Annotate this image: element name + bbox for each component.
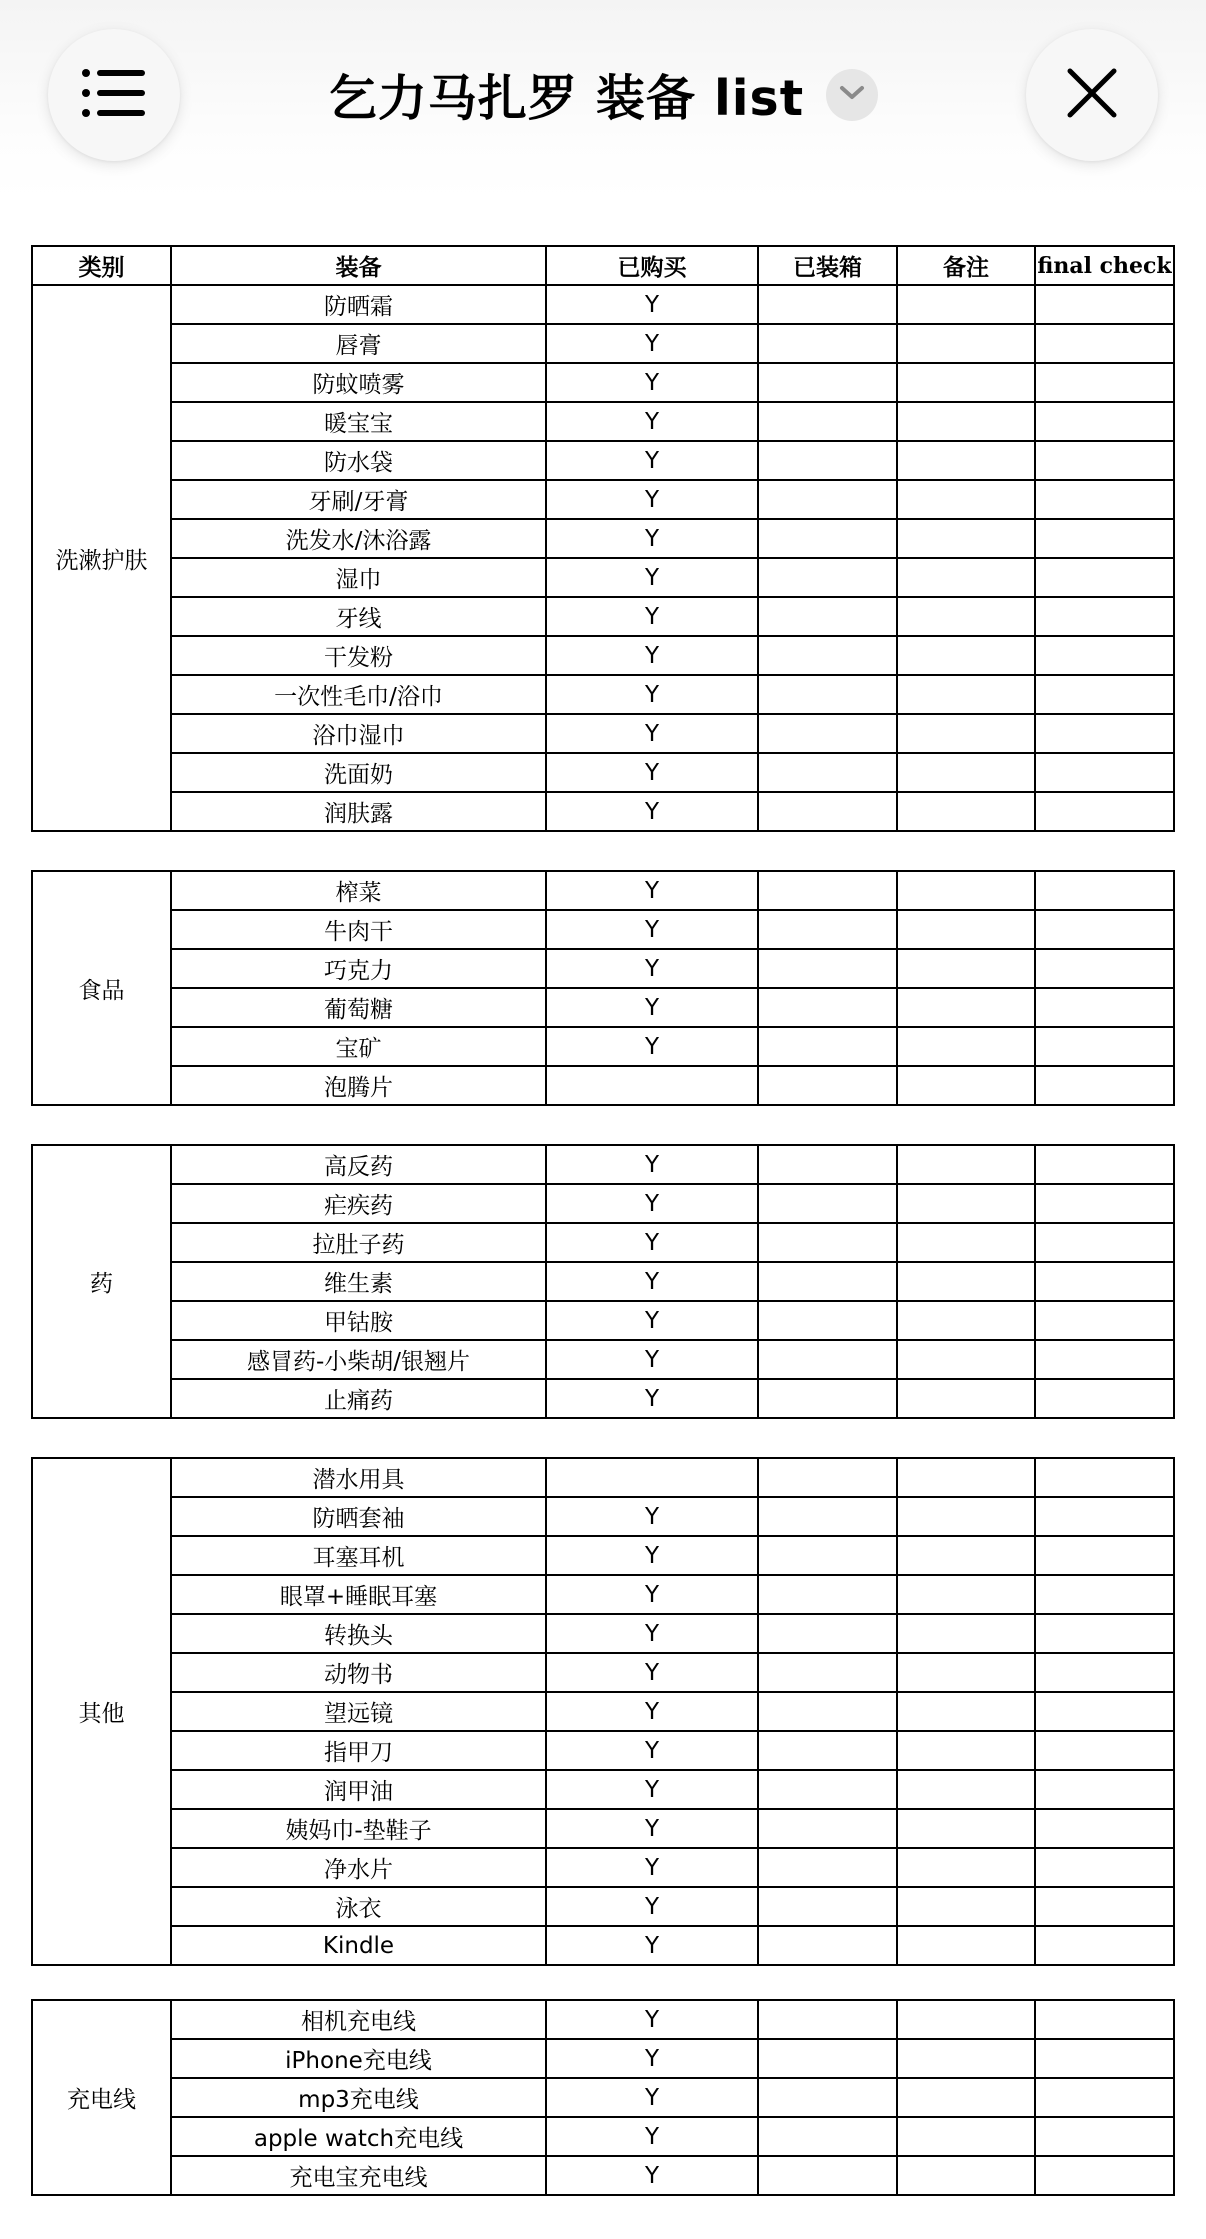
table-row: [32, 324, 1174, 363]
final-check-cell[interactable]: [1035, 1692, 1174, 1731]
item-cell[interactable]: 疟疾药: [171, 1184, 546, 1223]
bought-cell[interactable]: Y: [546, 949, 758, 988]
item-cell[interactable]: 耳塞耳机: [171, 1536, 546, 1575]
item-cell[interactable]: 唇膏: [171, 324, 546, 363]
bought-cell[interactable]: Y: [546, 1262, 758, 1301]
packed-cell[interactable]: [758, 1653, 897, 1692]
packed-cell[interactable]: [758, 2117, 897, 2156]
table-row: [32, 1926, 1174, 1965]
bought-cell[interactable]: Y: [546, 910, 758, 949]
group-table: [31, 870, 1175, 1106]
table-row: [32, 441, 1174, 480]
item-cell[interactable]: 动物书: [171, 1653, 546, 1692]
notes-cell[interactable]: [897, 871, 1035, 910]
item-cell[interactable]: 防水袋: [171, 441, 546, 480]
notes-cell[interactable]: [897, 1848, 1035, 1887]
group-table: [31, 1457, 1175, 1966]
bought-cell[interactable]: Y: [546, 988, 758, 1027]
packed-cell[interactable]: [758, 792, 897, 831]
item-cell[interactable]: 充电宝充电线: [171, 2156, 546, 2195]
item-cell[interactable]: 维生素: [171, 1262, 546, 1301]
item-cell[interactable]: 姨妈巾-垫鞋子: [171, 1809, 546, 1848]
final-check-cell[interactable]: [1035, 1340, 1174, 1379]
item-cell[interactable]: 洗发水/沐浴露: [171, 519, 546, 558]
bought-cell[interactable]: Y: [546, 1497, 758, 1536]
packed-cell[interactable]: [758, 1614, 897, 1653]
notes-cell[interactable]: [897, 2156, 1035, 2195]
packed-cell[interactable]: [758, 1223, 897, 1262]
final-check-cell[interactable]: [1035, 363, 1174, 402]
menu-button[interactable]: [48, 29, 180, 161]
packed-cell[interactable]: [758, 1066, 897, 1105]
notes-cell[interactable]: [897, 2117, 1035, 2156]
item-cell[interactable]: apple watch充电线: [171, 2117, 546, 2156]
packed-cell[interactable]: [758, 441, 897, 480]
table-row: [32, 753, 1174, 792]
final-check-cell[interactable]: [1035, 1223, 1174, 1262]
final-check-cell[interactable]: [1035, 753, 1174, 792]
table-row: [32, 1027, 1174, 1066]
group-table: [31, 1144, 1175, 1419]
header-notes: 备注: [897, 246, 1035, 285]
notes-cell[interactable]: [897, 1809, 1035, 1848]
close-icon: [1066, 67, 1118, 123]
item-cell[interactable]: Kindle: [171, 1926, 546, 1965]
table-row: [32, 1809, 1174, 1848]
item-cell[interactable]: 榨菜: [171, 871, 546, 910]
bought-cell[interactable]: Y: [546, 1027, 758, 1066]
notes-cell[interactable]: [897, 402, 1035, 441]
final-check-cell[interactable]: [1035, 1887, 1174, 1926]
table-row: [32, 988, 1174, 1027]
packed-cell[interactable]: [758, 2156, 897, 2195]
notes-cell[interactable]: [897, 1731, 1035, 1770]
bought-cell[interactable]: Y: [546, 2078, 758, 2117]
item-cell[interactable]: 净水片: [171, 1848, 546, 1887]
final-check-cell[interactable]: [1035, 519, 1174, 558]
item-cell[interactable]: 牛肉干: [171, 910, 546, 949]
notes-cell[interactable]: [897, 636, 1035, 675]
notes-cell[interactable]: [897, 1497, 1035, 1536]
table-row: [32, 402, 1174, 441]
bought-cell[interactable]: Y: [546, 402, 758, 441]
packed-cell[interactable]: [758, 1731, 897, 1770]
header-bought: 已购买: [546, 246, 758, 285]
final-check-cell[interactable]: [1035, 324, 1174, 363]
table-row: [32, 519, 1174, 558]
final-check-cell[interactable]: [1035, 1536, 1174, 1575]
table-row: [32, 1145, 1174, 1184]
final-check-cell[interactable]: [1035, 402, 1174, 441]
item-cell[interactable]: 转换头: [171, 1614, 546, 1653]
notes-cell[interactable]: [897, 1536, 1035, 1575]
table-row: [32, 1536, 1174, 1575]
final-check-cell[interactable]: [1035, 1184, 1174, 1223]
bought-cell[interactable]: Y: [546, 1848, 758, 1887]
table-row: [32, 1379, 1174, 1418]
final-check-cell[interactable]: [1035, 1575, 1174, 1614]
final-check-cell[interactable]: [1035, 1301, 1174, 1340]
category-cell[interactable]: 洗漱护肤: [32, 285, 171, 831]
bought-cell[interactable]: Y: [546, 1536, 758, 1575]
table-row: [32, 1458, 1174, 1497]
item-cell[interactable]: 望远镜: [171, 1692, 546, 1731]
table-row: [32, 1184, 1174, 1223]
notes-cell[interactable]: [897, 1145, 1035, 1184]
packed-cell[interactable]: [758, 1458, 897, 1497]
bought-cell[interactable]: Y: [546, 792, 758, 831]
packed-cell[interactable]: [758, 714, 897, 753]
bought-cell[interactable]: Y: [546, 2039, 758, 2078]
header-row: [32, 246, 1174, 285]
group-table: [31, 284, 1175, 832]
table-row: [32, 1653, 1174, 1692]
final-check-cell[interactable]: [1035, 714, 1174, 753]
notes-cell[interactable]: [897, 1614, 1035, 1653]
final-check-cell[interactable]: [1035, 1809, 1174, 1848]
table-row: [32, 1301, 1174, 1340]
bought-cell[interactable]: Y: [546, 1614, 758, 1653]
table-row: [32, 285, 1174, 324]
packed-cell[interactable]: [758, 597, 897, 636]
notes-cell[interactable]: [897, 988, 1035, 1027]
table-row: [32, 1848, 1174, 1887]
table-row: [32, 1887, 1174, 1926]
final-check-cell[interactable]: [1035, 1926, 1174, 1965]
table-row: [32, 2039, 1174, 2078]
notes-cell[interactable]: [897, 1379, 1035, 1418]
packed-cell[interactable]: [758, 1770, 897, 1809]
packed-cell[interactable]: [758, 1340, 897, 1379]
item-cell[interactable]: 干发粉: [171, 636, 546, 675]
notes-cell[interactable]: [897, 1770, 1035, 1809]
bought-cell[interactable]: Y: [546, 1770, 758, 1809]
packed-cell[interactable]: [758, 558, 897, 597]
item-cell[interactable]: 洗面奶: [171, 753, 546, 792]
notes-cell[interactable]: [897, 1575, 1035, 1614]
notes-cell[interactable]: [897, 441, 1035, 480]
bought-cell[interactable]: Y: [546, 480, 758, 519]
table-row: [32, 597, 1174, 636]
table-row: [32, 636, 1174, 675]
final-check-cell[interactable]: [1035, 558, 1174, 597]
final-check-cell[interactable]: [1035, 2078, 1174, 2117]
category-cell[interactable]: 充电线: [32, 2000, 171, 2195]
item-cell[interactable]: 宝矿: [171, 1027, 546, 1066]
item-cell[interactable]: 润甲油: [171, 1770, 546, 1809]
item-cell[interactable]: 甲钴胺: [171, 1301, 546, 1340]
packed-cell[interactable]: [758, 1848, 897, 1887]
bought-cell[interactable]: Y: [546, 441, 758, 480]
notes-cell[interactable]: [897, 1458, 1035, 1497]
item-cell[interactable]: 防晒霜: [171, 285, 546, 324]
final-check-cell[interactable]: [1035, 1848, 1174, 1887]
final-check-cell[interactable]: [1035, 988, 1174, 1027]
final-check-cell[interactable]: [1035, 2039, 1174, 2078]
header-final-check: final check: [1035, 246, 1174, 285]
page-title: 乞力马扎罗 装备 list: [327, 70, 805, 127]
packed-cell[interactable]: [758, 1497, 897, 1536]
packed-cell[interactable]: [758, 1926, 897, 1965]
bought-cell[interactable]: Y: [546, 1340, 758, 1379]
notes-cell[interactable]: [897, 597, 1035, 636]
item-cell[interactable]: 相机充电线: [171, 2000, 546, 2039]
top-bar: [0, 0, 1206, 200]
column-header-table: [31, 245, 1175, 286]
packed-cell[interactable]: [758, 1379, 897, 1418]
final-check-cell[interactable]: [1035, 2117, 1174, 2156]
bought-cell[interactable]: Y: [546, 2117, 758, 2156]
table-row: [32, 1262, 1174, 1301]
bought-cell[interactable]: Y: [546, 558, 758, 597]
notes-cell[interactable]: [897, 480, 1035, 519]
bought-cell[interactable]: Y: [546, 2000, 758, 2039]
table-row: [32, 949, 1174, 988]
bought-cell[interactable]: Y: [546, 1379, 758, 1418]
notes-cell[interactable]: [897, 2078, 1035, 2117]
final-check-cell[interactable]: [1035, 1458, 1174, 1497]
category-cell[interactable]: 药: [32, 1145, 171, 1418]
header-category: 类别: [32, 246, 171, 285]
final-check-cell[interactable]: [1035, 597, 1174, 636]
packed-cell[interactable]: [758, 2039, 897, 2078]
packed-cell[interactable]: [758, 402, 897, 441]
notes-cell[interactable]: [897, 792, 1035, 831]
packed-cell[interactable]: [758, 324, 897, 363]
title-dropdown-button[interactable]: [826, 69, 878, 121]
bought-cell[interactable]: Y: [546, 1887, 758, 1926]
packed-cell[interactable]: [758, 2000, 897, 2039]
final-check-cell[interactable]: [1035, 871, 1174, 910]
final-check-cell[interactable]: [1035, 285, 1174, 324]
packed-cell[interactable]: [758, 1692, 897, 1731]
bought-cell[interactable]: Y: [546, 1184, 758, 1223]
packed-cell[interactable]: [758, 988, 897, 1027]
bought-cell[interactable]: Y: [546, 2156, 758, 2195]
packed-cell[interactable]: [758, 675, 897, 714]
bought-cell[interactable]: Y: [546, 597, 758, 636]
item-cell[interactable]: 眼罩+睡眠耳塞: [171, 1575, 546, 1614]
packed-cell[interactable]: [758, 519, 897, 558]
notes-cell[interactable]: [897, 285, 1035, 324]
table-row: [32, 1340, 1174, 1379]
notes-cell[interactable]: [897, 1301, 1035, 1340]
packed-cell[interactable]: [758, 1575, 897, 1614]
packed-cell[interactable]: [758, 285, 897, 324]
notes-cell[interactable]: [897, 519, 1035, 558]
notes-cell[interactable]: [897, 910, 1035, 949]
final-check-cell[interactable]: [1035, 480, 1174, 519]
table-row: [32, 1066, 1174, 1105]
bought-cell[interactable]: Y: [546, 714, 758, 753]
packed-cell[interactable]: [758, 1027, 897, 1066]
final-check-cell[interactable]: [1035, 636, 1174, 675]
final-check-cell[interactable]: [1035, 1614, 1174, 1653]
final-check-cell[interactable]: [1035, 1027, 1174, 1066]
bought-cell[interactable]: Y: [546, 1809, 758, 1848]
table-row: [32, 1614, 1174, 1653]
bought-cell[interactable]: Y: [546, 324, 758, 363]
final-check-cell[interactable]: [1035, 1379, 1174, 1418]
bought-cell[interactable]: Y: [546, 1301, 758, 1340]
notes-cell[interactable]: [897, 324, 1035, 363]
bought-cell[interactable]: Y: [546, 1575, 758, 1614]
notes-cell[interactable]: [897, 753, 1035, 792]
bought-cell[interactable]: Y: [546, 1145, 758, 1184]
bought-cell[interactable]: Y: [546, 519, 758, 558]
item-cell[interactable]: 指甲刀: [171, 1731, 546, 1770]
notes-cell[interactable]: [897, 1887, 1035, 1926]
packed-cell[interactable]: [758, 1536, 897, 1575]
header-packed: 已装箱: [758, 246, 897, 285]
bought-cell[interactable]: Y: [546, 871, 758, 910]
bought-cell[interactable]: Y: [546, 1926, 758, 1965]
bought-cell[interactable]: Y: [546, 1692, 758, 1731]
item-cell[interactable]: 防晒套袖: [171, 1497, 546, 1536]
final-check-cell[interactable]: [1035, 675, 1174, 714]
item-cell[interactable]: iPhone充电线: [171, 2039, 546, 2078]
notes-cell[interactable]: [897, 1653, 1035, 1692]
final-check-cell[interactable]: [1035, 1497, 1174, 1536]
item-cell[interactable]: 牙刷/牙膏: [171, 480, 546, 519]
notes-cell[interactable]: [897, 675, 1035, 714]
category-cell[interactable]: 食品: [32, 871, 171, 1105]
item-cell[interactable]: 一次性毛巾/浴巾: [171, 675, 546, 714]
item-cell[interactable]: 止痛药: [171, 1379, 546, 1418]
item-cell[interactable]: 巧克力: [171, 949, 546, 988]
table-row: [32, 2078, 1174, 2117]
table-row: [32, 1497, 1174, 1536]
notes-cell[interactable]: [897, 2039, 1035, 2078]
packed-cell[interactable]: [758, 753, 897, 792]
table-row: [32, 714, 1174, 753]
bought-cell[interactable]: [546, 1458, 758, 1497]
chevron-down-icon: [839, 85, 865, 105]
item-cell[interactable]: 牙线: [171, 597, 546, 636]
final-check-cell[interactable]: [1035, 792, 1174, 831]
group-table: [31, 1999, 1175, 2196]
item-cell[interactable]: 防蚊喷雾: [171, 363, 546, 402]
item-cell[interactable]: 泳衣: [171, 1887, 546, 1926]
packed-cell[interactable]: [758, 2078, 897, 2117]
notes-cell[interactable]: [897, 714, 1035, 753]
table-row: [32, 1731, 1174, 1770]
table-row: [32, 1692, 1174, 1731]
table-row: [32, 363, 1174, 402]
final-check-cell[interactable]: [1035, 2000, 1174, 2039]
item-cell[interactable]: 拉肚子药: [171, 1223, 546, 1262]
table-row: [32, 558, 1174, 597]
table-row: [32, 1575, 1174, 1614]
bought-cell[interactable]: [546, 1066, 758, 1105]
notes-cell[interactable]: [897, 1926, 1035, 1965]
table-row: [32, 2117, 1174, 2156]
item-cell[interactable]: 浴巾湿巾: [171, 714, 546, 753]
item-cell[interactable]: 葡萄糖: [171, 988, 546, 1027]
title-area: [200, 60, 1006, 130]
packed-cell[interactable]: [758, 1262, 897, 1301]
notes-cell[interactable]: [897, 558, 1035, 597]
bought-cell[interactable]: Y: [546, 1653, 758, 1692]
bought-cell[interactable]: Y: [546, 363, 758, 402]
bought-cell[interactable]: Y: [546, 636, 758, 675]
notes-cell[interactable]: [897, 1223, 1035, 1262]
packed-cell[interactable]: [758, 363, 897, 402]
final-check-cell[interactable]: [1035, 1066, 1174, 1105]
final-check-cell[interactable]: [1035, 2156, 1174, 2195]
notes-cell[interactable]: [897, 1262, 1035, 1301]
bought-cell[interactable]: Y: [546, 675, 758, 714]
final-check-cell[interactable]: [1035, 1145, 1174, 1184]
header-item: 装备: [171, 246, 546, 285]
table-row: [32, 1223, 1174, 1262]
final-check-cell[interactable]: [1035, 949, 1174, 988]
packed-cell[interactable]: [758, 480, 897, 519]
notes-cell[interactable]: [897, 1027, 1035, 1066]
packed-cell[interactable]: [758, 1887, 897, 1926]
bought-cell[interactable]: Y: [546, 753, 758, 792]
item-cell[interactable]: 感冒药-小柴胡/银翘片: [171, 1340, 546, 1379]
notes-cell[interactable]: [897, 363, 1035, 402]
bought-cell[interactable]: Y: [546, 1223, 758, 1262]
item-cell[interactable]: 潜水用具: [171, 1458, 546, 1497]
final-check-cell[interactable]: [1035, 1731, 1174, 1770]
final-check-cell[interactable]: [1035, 910, 1174, 949]
final-check-cell[interactable]: [1035, 441, 1174, 480]
notes-cell[interactable]: [897, 949, 1035, 988]
table-row: [32, 910, 1174, 949]
packed-cell[interactable]: [758, 871, 897, 910]
packed-cell[interactable]: [758, 949, 897, 988]
category-cell[interactable]: 其他: [32, 1458, 171, 1965]
table-row: [32, 2156, 1174, 2195]
packed-cell[interactable]: [758, 1184, 897, 1223]
table-row: [32, 480, 1174, 519]
table-row: [32, 871, 1174, 910]
final-check-cell[interactable]: [1035, 1653, 1174, 1692]
notes-cell[interactable]: [897, 1184, 1035, 1223]
bought-cell[interactable]: Y: [546, 1731, 758, 1770]
item-cell[interactable]: 泡腾片: [171, 1066, 546, 1105]
final-check-cell[interactable]: [1035, 1262, 1174, 1301]
packed-cell[interactable]: [758, 910, 897, 949]
packed-cell[interactable]: [758, 1145, 897, 1184]
notes-cell[interactable]: [897, 1340, 1035, 1379]
table-row: [32, 792, 1174, 831]
close-button[interactable]: [1026, 29, 1158, 161]
notes-cell[interactable]: [897, 1692, 1035, 1731]
table-row: [32, 2000, 1174, 2039]
table-row: [32, 675, 1174, 714]
item-cell[interactable]: 暖宝宝: [171, 402, 546, 441]
notes-cell[interactable]: [897, 1066, 1035, 1105]
item-cell[interactable]: 湿巾: [171, 558, 546, 597]
item-cell[interactable]: 高反药: [171, 1145, 546, 1184]
hamburger-menu-icon: [81, 67, 147, 123]
packed-cell[interactable]: [758, 1809, 897, 1848]
packed-cell[interactable]: [758, 636, 897, 675]
bought-cell[interactable]: Y: [546, 285, 758, 324]
packed-cell[interactable]: [758, 1301, 897, 1340]
notes-cell[interactable]: [897, 2000, 1035, 2039]
final-check-cell[interactable]: [1035, 1770, 1174, 1809]
item-cell[interactable]: mp3充电线: [171, 2078, 546, 2117]
item-cell[interactable]: 润肤露: [171, 792, 546, 831]
table-row: [32, 1770, 1174, 1809]
